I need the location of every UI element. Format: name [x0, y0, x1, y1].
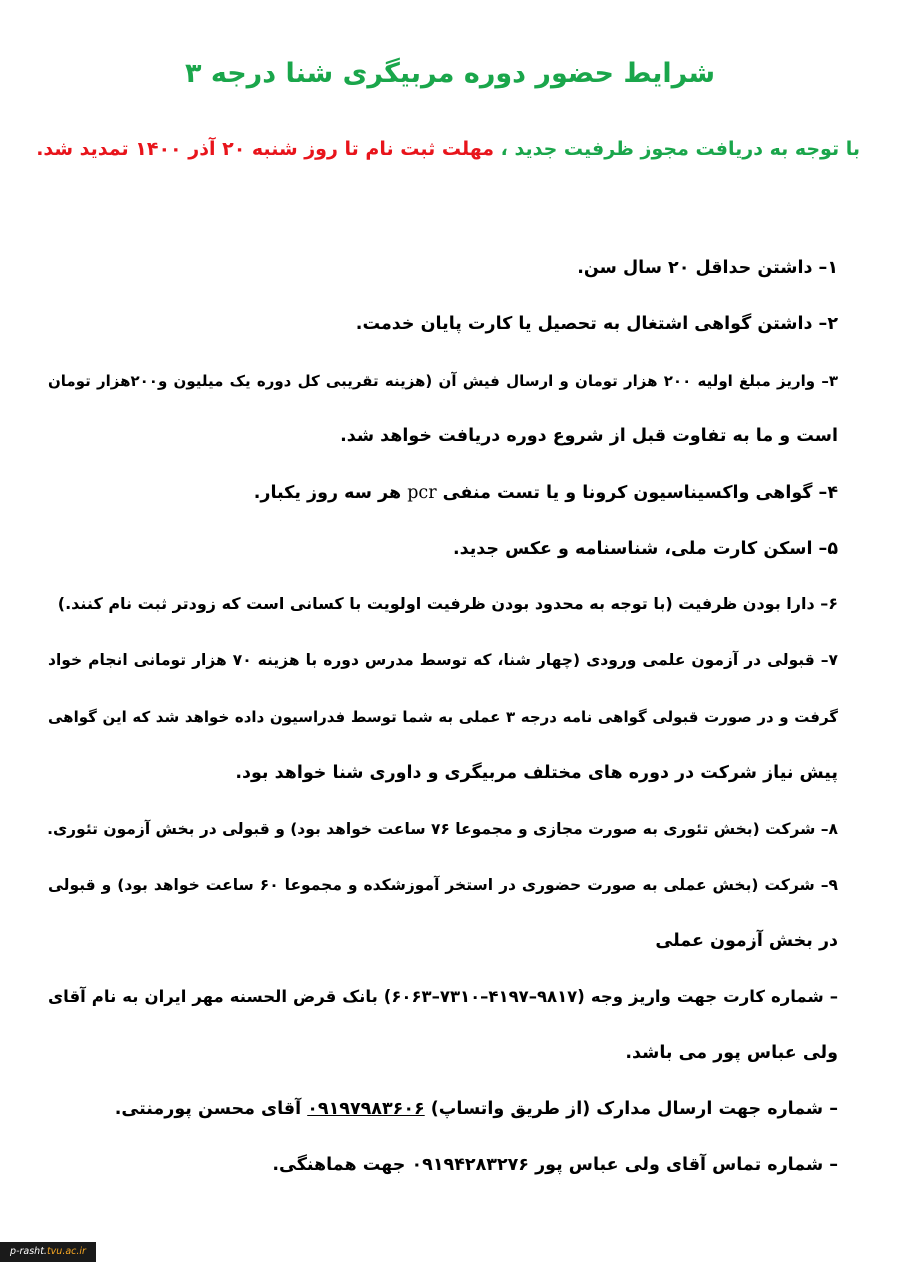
condition-8: ۸– شرکت (بخش تئوری به صورت مجازی و مجموعا ۷۶ ساعت خواهد بود) و قبولی در بخش آزمون تئوری.: [47, 820, 838, 838]
page-title: شرایط حضور دوره مربیگری شنا درجه ۳: [184, 58, 716, 89]
coordination-contact: – شماره تماس آقای ولی عباس پور ۰۹۱۹۴۲۸۳۲۷۶ جهت هماهنگی.: [272, 1155, 838, 1175]
condition-4-latin: pcr: [407, 483, 437, 503]
condition-1: ۱– داشتن حداقل ۲۰ سال سن.: [577, 258, 838, 278]
site-url-badge: [0, 1242, 96, 1262]
condition-9-line-1: ۹– شرکت (بخش عملی به صورت حضوری در استخر آموزشکده و مجموعا ۶۰ ساعت خواهد بود) و قبولی: [48, 876, 838, 894]
condition-4-text-b: هر سه روز یکبار.: [253, 483, 408, 503]
site-url-prefix: p-rasht.: [10, 1246, 47, 1257]
documents-contact: [48, 1097, 838, 1121]
card-info-line-1: – شماره کارت جهت واریز وجه (۹۸۱۷–۴۱۹۷–۷۳۱۰–۶۰۶۳) بانک قرض الحسنه مهر ایران به نام آقای: [48, 987, 838, 1006]
condition-4: [48, 481, 838, 505]
condition-3-line-2: است و ما به تفاوت قبل از شروع دوره دریافت خواهد شد.: [340, 426, 838, 446]
condition-7-line-1: ۷– قبولی در آزمون علمی ورودی (چهار شنا، که توسط مدرس دوره با هزینه ۷۰ هزار تومانی انجام خواد: [48, 651, 838, 669]
notice-green-text: با توجه به دریافت مجوز ظرفیت جدید ،: [494, 138, 860, 160]
condition-7-line-3: پیش نیاز شرکت در دوره های مختلف مربیگری و داوری شنا خواهد بود.: [235, 763, 838, 783]
condition-4-text-a: ۴– گواهی واکسیناسیون کرونا و یا تست منفی: [436, 483, 838, 503]
condition-2: ۲– داشتن گواهی اشتغال به تحصیل یا کارت پایان خدمت.: [355, 314, 838, 334]
condition-9-line-2: در بخش آزمون عملی: [655, 931, 838, 951]
documents-phone-link[interactable]: ۰۹۱۹۷۹۸۳۶۰۶: [307, 1099, 425, 1119]
card-info-line-2: ولی عباس پور می باشد.: [625, 1043, 838, 1063]
condition-6: ۶– دارا بودن ظرفیت (با توجه به محدود بودن ظرفیت اولویت با کسانی است که زودتر ثبت نام کنند.): [57, 594, 838, 613]
extension-notice: [20, 138, 860, 160]
documents-text-a: – شماره جهت ارسال مدارک (از طریق واتساپ): [424, 1099, 838, 1119]
notice-red-text: مهلت ثبت نام تا روز شنبه ۲۰ آذر ۱۴۰۰ تمدید شد.: [36, 138, 495, 160]
condition-7-line-2: گرفت و در صورت قبولی گواهی نامه درجه ۳ عملی به شما توسط فدراسیون داده خواهد شد که این گواهی: [48, 708, 839, 726]
condition-3-line-1: ۳– واریز مبلغ اولیه ۲۰۰ هزار تومان و ارسال فیش آن (هزینه تقریبی کل دوره یک میلیون و۲۰۰هزار تومان: [48, 372, 838, 390]
site-url-domain: tvu.ac.ir: [46, 1246, 86, 1257]
condition-5: ۵– اسکن کارت ملی، شناسنامه و عکس جدید.: [452, 539, 838, 559]
documents-text-b: آقای محسن پورمنتی.: [114, 1099, 308, 1119]
